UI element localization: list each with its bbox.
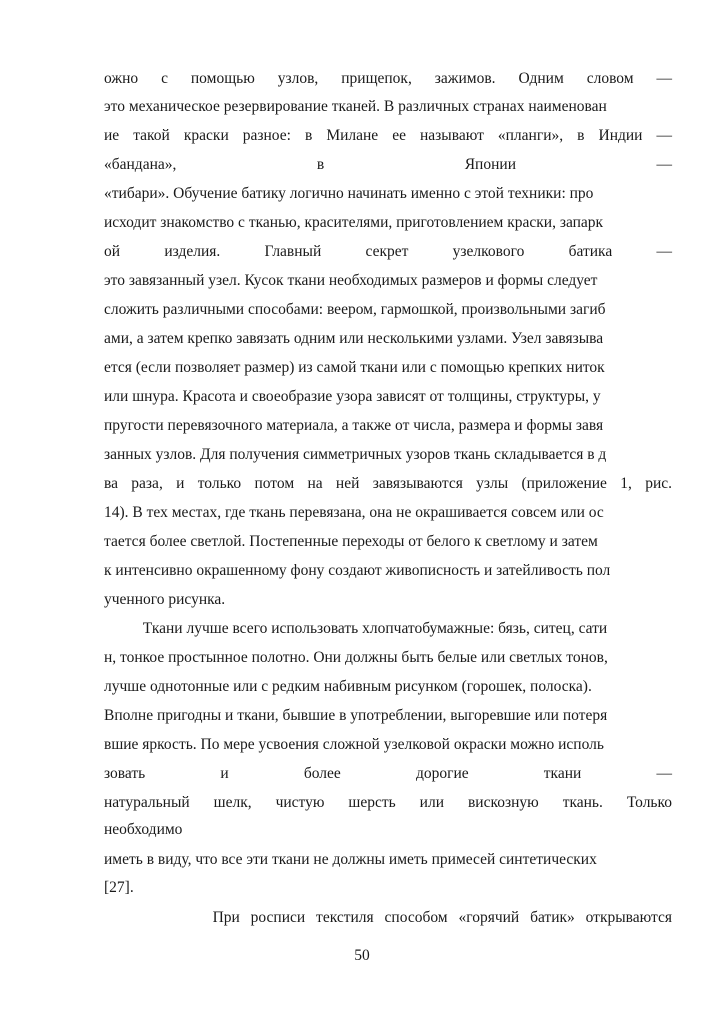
page-number: 50 [354, 947, 370, 964]
text-line: тается более светлой. Постепенные переходы от белого к светлому и затем [104, 533, 598, 550]
text-line: ой изделия. Главный секрет узелкового батика — [104, 243, 672, 260]
text-line: или шнура. Красота и своеобразие узора зависят от толщины, структуры, у [104, 388, 601, 405]
text-line: «тибари». Обучение батику логично начинать именно с этой техники: про [104, 185, 594, 202]
text-line: 14). В тех местах, где ткань перевязана, она не окрашивается совсем или ос [104, 504, 604, 521]
text-line: вшие яркость. По мере усвоения сложной узелковой окраски можно исполь [104, 736, 604, 753]
text-line: пругости перевязочного материала, а также от числа, размера и формы завя [104, 417, 604, 434]
text-line: занных узлов. Для получения симметричных узоров ткань складывается в д [104, 446, 607, 463]
text-line: исходит знакомство с тканью, красителями, приготовлением краски, запарк [104, 214, 604, 231]
text-line: [27]. [104, 879, 134, 896]
text-line: иметь в виду, что все эти ткани не должны иметь примесей синтетических [104, 851, 597, 868]
text-line: лучше однотонные или с редким набивным рисунком (горошек, полоска). [104, 678, 592, 695]
text-line: это завязанный узел. Кусок ткани необходимых размеров и формы следует [104, 272, 598, 289]
text-line: ва раза, и только потом на ней завязываются узлы (приложение 1, рис. [104, 475, 672, 492]
text-line: При росписи текстиля способом «горячий батик» открываются [104, 909, 672, 926]
text-line: «бандана», в Японии — [104, 156, 672, 173]
text-line: ами, а затем крепко завязать одним или несколькими узлами. Узел завязыва [104, 330, 604, 347]
text-line: Вполне пригодны и ткани, бывшие в употреблении, выгоревшие или потеря [104, 707, 608, 724]
text-line: ожно с помощью узлов, прищепок, зажимов. Одним словом — [104, 70, 672, 87]
text-line: ие такой краски разное: в Милане ее называют «планги», в Индии — [104, 127, 672, 144]
text-line: ется (если позволяет размер) из самой ткани или с помощью крепких ниток [104, 359, 605, 376]
text-line: зовать и более дорогие ткани — [104, 765, 672, 782]
text-line: необходимо [104, 821, 183, 838]
text-line: к интенсивно окрашенному фону создают живописность и затейливость пол [104, 562, 611, 579]
text-line: это механическое резервирование тканей. В различных странах наименован [104, 98, 607, 115]
text-line: Ткани лучше всего использовать хлопчатобумажные: бязь, ситец, сати [104, 620, 608, 637]
text-line: натуральный шелк, чистую шерсть или вискозную ткань. Только [104, 794, 672, 811]
text-line: ученного рисунка. [104, 591, 226, 608]
text-line: н, тонкое простынное полотно. Они должны быть белые или светлых тонов, [104, 649, 608, 666]
text-line: сложить различными способами: веером, гармошкой, произвольными загиб [104, 301, 606, 318]
